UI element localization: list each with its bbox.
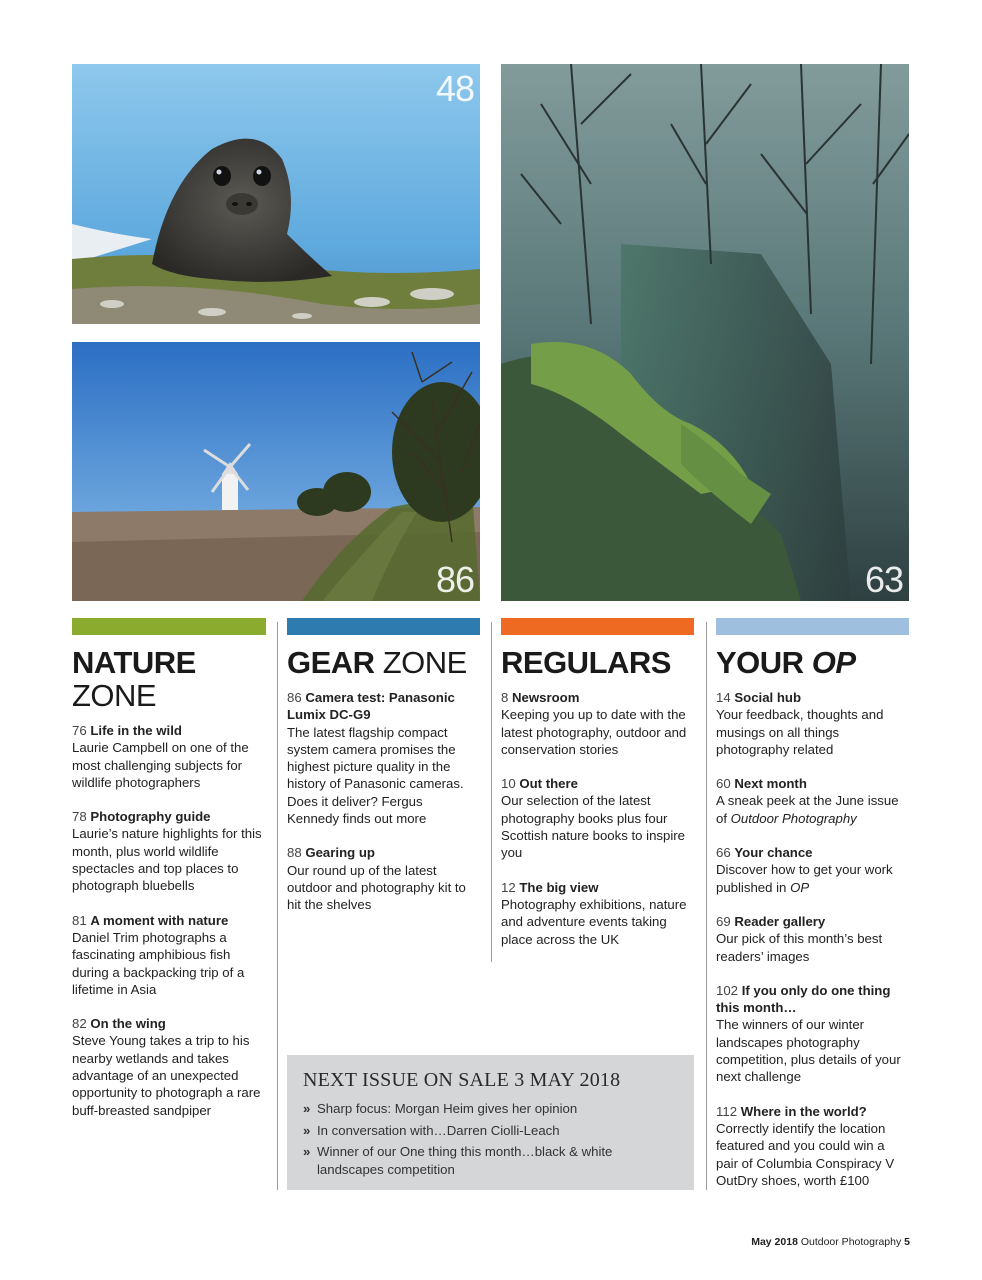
windmill-photo [72,342,480,601]
regulars-bar [501,618,694,635]
toc-entry[interactable]: 78 Photography guide Laurie’s nature highlights for this month, plus world wildlife spectacles and top places to photograph bluebells [72,809,262,894]
column-divider [491,622,492,962]
your-op-heading: YOUR OP [716,645,856,680]
your-op-bar [716,618,909,635]
seal-image [72,64,480,324]
regulars-column [501,646,697,965]
toc-entry[interactable]: 10 Out there Our selection of the latest photography books plus four Scottish nature books to inspire you [501,776,685,861]
next-issue-item: » In conversation with…Darren Ciolli-Leach [303,1122,560,1138]
toc-entry[interactable]: 14 Social hub Your feedback, thoughts and musings on all things photography related [716,690,884,757]
windmill-image [72,342,480,601]
nature-zone-bar [72,618,266,635]
toc-entry[interactable]: 60 Next month A sneak peek at the June issue of Outdoor Photography [716,776,899,826]
toc-entry[interactable]: 112 Where in the world? Correctly identify the location featured and you could win a pair of Columbia Conspiracy V OutDry shoes, worth £100 [716,1103,895,1188]
page-number-63: 63 [864,559,903,600]
toc-entry[interactable]: 81 A moment with nature Daniel Trim photographs a fascinating amphibious fish during a backpacking trip of a lifetime in Asia [72,912,245,997]
seal-photo [72,64,480,324]
toc-entry[interactable]: 8 Newsroom Keeping you up to date with the latest photography, outdoor and conservation stories [501,690,687,757]
next-issue-box [287,1055,694,1190]
toc-entry[interactable]: 102 If you only do one thing this month… The winners of our winter landscapes photography competition, plus details of your next challenge [716,982,901,1085]
toc-entry[interactable]: 69 Reader gallery Our pick of this month’s best readers’ images [716,913,883,964]
toc-entry[interactable]: 88 Gearing up Our round up of the latest outdoor and photography kit to hit the shelves [287,845,466,913]
toc-entry[interactable]: 82 On the wing Steve Young takes a trip to his nearby wetlands and takes advantage of an unexpected opportunity to photograph a rare buff-breasted sandpiper [72,1016,261,1118]
chevron-right-icon: » [303,1101,311,1116]
next-issue-item: » Winner of our One thing this month…black & white landscapes competition [303,1144,613,1177]
gear-zone-heading: GEAR ZONE [287,645,467,680]
footer-date: May 2018 [751,1236,798,1248]
column-divider [706,622,707,1190]
toc-entry[interactable]: 76 Life in the wild Laurie Campbell on one of the most challenging subjects for wildlife photographers [72,723,249,790]
column-divider [277,622,278,1190]
footer-page-number: 5 [904,1236,910,1248]
page-number-86: 86 [435,559,474,600]
gear-zone-column [287,646,477,931]
your-op-column [716,646,910,1206]
toc-entry[interactable]: 12 The big view Photography exhibitions, nature and adventure events taking place across the UK [501,879,687,947]
nature-zone-column [72,646,268,1136]
next-issue-heading: NEXT ISSUE ON SALE 3 MAY 2018 [303,1069,621,1091]
toc-entry[interactable]: 66 Your chance Discover how to get your work published in OP [716,845,893,895]
chevron-right-icon: » [303,1122,311,1138]
forest-image [501,64,909,601]
nature-zone-heading: NATURE ZONE [72,645,196,713]
chevron-right-icon: » [303,1144,311,1159]
next-issue-item: » Sharp focus: Morgan Heim gives her opinion [303,1101,578,1116]
page-footer [751,1236,910,1248]
page-number-48: 48 [435,68,474,109]
regulars-heading: REGULARS [501,645,671,680]
forest-photo [501,64,909,601]
toc-entry[interactable]: 86 Camera test: Panasonic Lumix DC-G9 The latest flagship compact system camera promises the highest picture quality in the history of Panasonic cameras. Does it deliver? Fergus Kennedy finds out more [287,690,464,827]
footer-magazine: Outdoor Photography [800,1236,902,1248]
gear-zone-bar [287,618,480,635]
